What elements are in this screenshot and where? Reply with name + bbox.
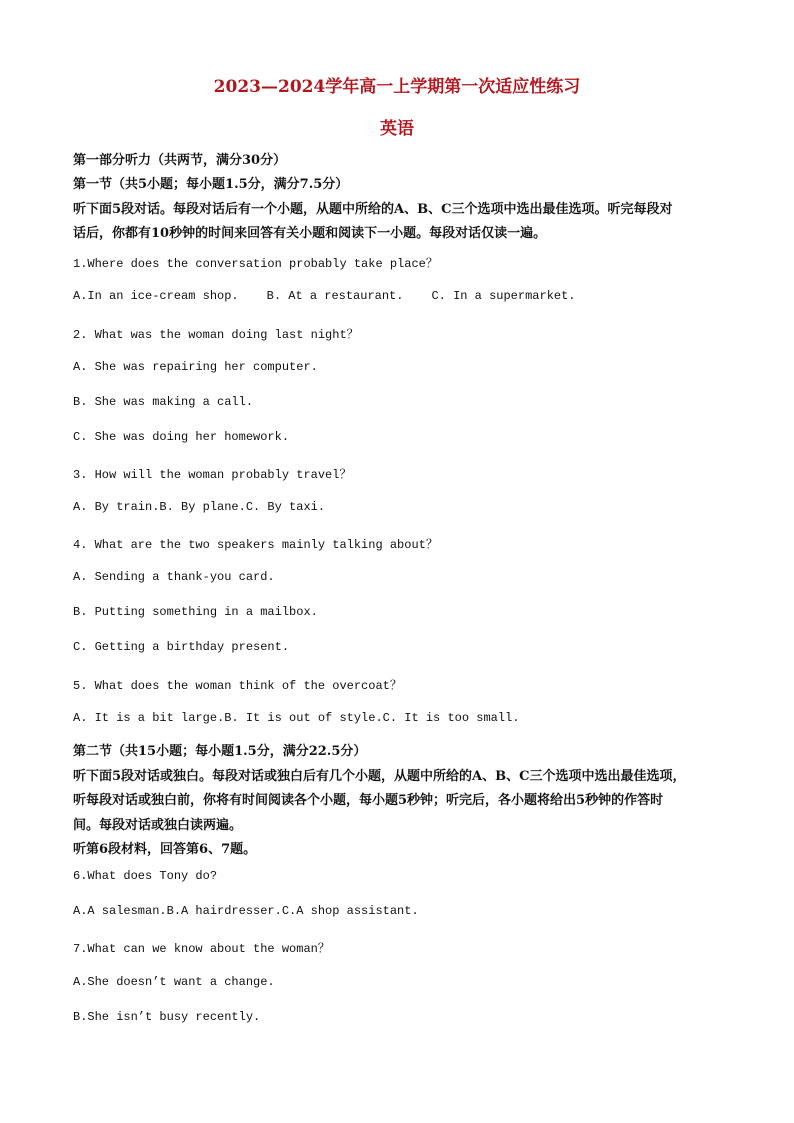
- question-7-option-b: B.She isn’t busy recently.: [73, 1010, 261, 1024]
- question-4: 4. What are the two speakers mainly talking about？: [73, 538, 438, 552]
- section2-instruction-line-3: 间。每段对话或独白读两遍。: [73, 818, 243, 833]
- question-7-option-a: A.She doesn’t want a change.: [73, 975, 275, 989]
- section2-heading: 第二节（共15小题；每小题1.5分，满分22.5分）: [73, 744, 367, 759]
- question-2-option-c: C. She was doing her homework.: [73, 430, 290, 444]
- question-5: 5. What does the woman think of the overcoat？: [73, 679, 402, 693]
- section2-instruction-line-1: 听下面5段对话或独白。每段对话或独白后有几个小题，从题中所给的A、B、C三个选项中选出最佳选项，: [73, 769, 686, 784]
- exam-title: 2023—2024学年高一上学期第一次适应性练习: [213, 77, 581, 97]
- question-2-option-b: B. She was making a call.: [73, 395, 254, 409]
- option-c: C. In a supermarket.: [431, 289, 576, 303]
- section1-instruction-line-2: 话后，你都有10秒钟的时间来回答有关小题和阅读下一小题。每段对话仅读一遍。: [73, 226, 547, 241]
- material-6-note: 听第6段材料，回答第6、7题。: [73, 842, 257, 857]
- section2-instruction-line-2: 听每段对话或独白前，你将有时间阅读各个小题，每小题5秒钟；听完后，各小题将给出5秒钟的作答时: [73, 793, 664, 808]
- subject-title: 英语: [380, 119, 414, 139]
- question-4-option-c: C. Getting a birthday present.: [73, 640, 290, 654]
- option-b: B. At a restaurant.: [266, 289, 404, 303]
- question-2-option-a: A. She was repairing her computer.: [73, 360, 318, 374]
- section1-instruction-line-1: 听下面5段对话。每段对话后有一个小题，从题中所给的A、B、C三个选项中选出最佳选项。听完每段对: [73, 202, 673, 217]
- question-6: 6.What does Tony do?: [73, 869, 218, 883]
- question-5-options: A. It is a bit large.B. It is out of style.C. It is too small.: [73, 711, 520, 725]
- question-4-option-a: A. Sending a thank-you card.: [73, 570, 275, 584]
- question-1-options: [73, 289, 733, 303]
- question-3: 3. How will the woman probably travel？: [73, 468, 352, 482]
- question-7: 7.What can we know about the woman？: [73, 942, 330, 956]
- question-2: 2. What was the woman doing last night？: [73, 328, 359, 342]
- option-a: A.In an ice-cream shop.: [73, 289, 239, 303]
- question-3-options: A. By train.B. By plane.C. By taxi.: [73, 500, 326, 514]
- question-6-options: A.A salesman.B.A hairdresser.C.A shop assistant.: [73, 904, 419, 918]
- question-1: 1.Where does the conversation probably take place？: [73, 257, 438, 271]
- section1-heading: 第一节（共5小题；每小题1.5分，满分7.5分）: [73, 177, 349, 192]
- question-4-option-b: B. Putting something in a mailbox.: [73, 605, 318, 619]
- part1-heading: 第一部分听力（共两节，满分30分）: [73, 153, 287, 168]
